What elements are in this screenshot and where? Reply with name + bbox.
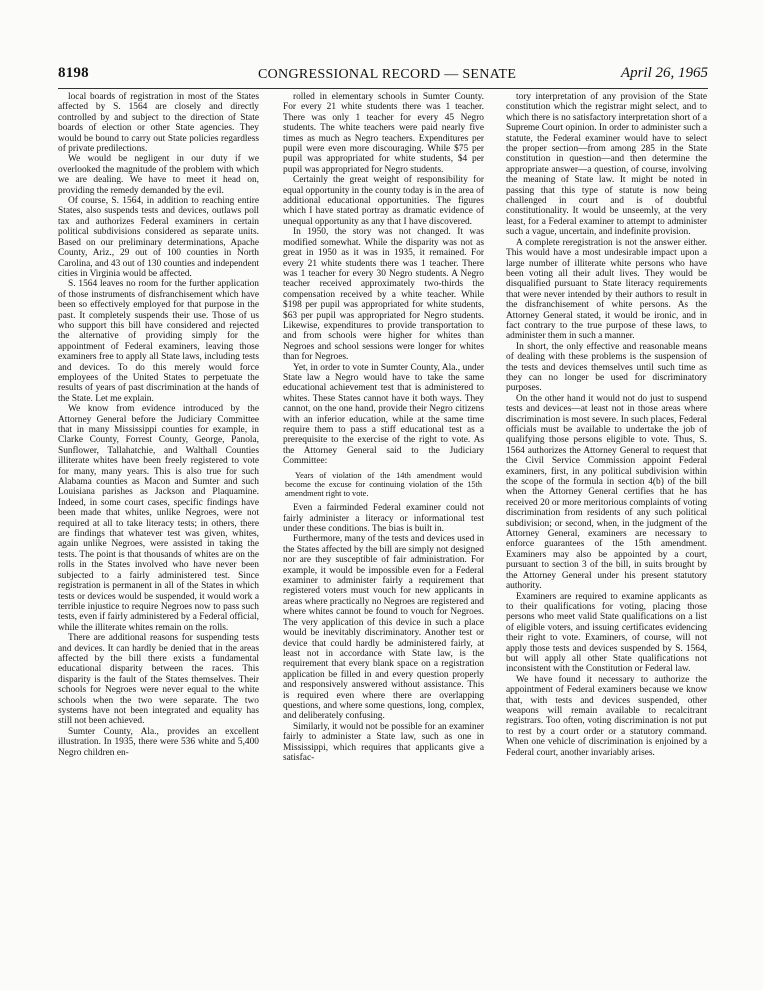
paragraph: A complete reregistration is not the answer either. This would have a most undesirable impact upon a large number of illiterate white persons who have been voting all their adult lives. They would be disqualified pursuant to State literacy requirements that were never intended by their authors to result in the disfranchisement of white persons. As the Attorney General stated, it would be ironic, and in fact contrary to the true purpose of these laws, to administer them in such a manner. <box>506 237 707 342</box>
text-column-3 <box>506 92 707 942</box>
text-column-1 <box>58 92 259 942</box>
paragraph: S. 1564 leaves no room for the further application of those instruments of disfranchisement which have been so effectively employed for that purpose in the past. It completely suspends their use. Those of us who support this bill have considered and rejected the alternative of providing simply for the appointment of Federal examiners, leaving those examiners free to apply all State laws, including tests and devices. To do this merely would force employees of the United States to perpetuate the results of years of past discrimination at the hands of the State. Let me explain. <box>58 279 259 404</box>
page-header <box>58 64 708 86</box>
paragraph: rolled in elementary schools in Sumter County. For every 21 white students there was 1 teacher. There was only 1 teacher for every 45 Negro students. The white teachers were paid nearly five times as much as Negro teachers. Expenditures per pupil were even more discouraging. While $75 per pupil was appropriated for white students, $4 per pupil was appropriated for Negro students. <box>283 92 484 175</box>
publication-title: CONGRESSIONAL RECORD — SENATE <box>258 67 517 82</box>
paragraph: We have found it necessary to authorize the appointment of Federal examiners because we know that, with tests and devices suspended, other weapons will remain available to recalcitrant registrars. Too often, voting discrimination is not put to rest by a court order or a statutory command. When one vehicle of discrimination is enjoined by a Federal court, another invariably arises. <box>506 674 707 758</box>
text-column-2 <box>283 92 484 942</box>
paragraph: In short, the only effective and reasonable means of dealing with these problems is the suspension of the tests and devices themselves until such time as they can no longer be used for discriminatory purposes. <box>506 341 707 394</box>
paragraph: Yet, in order to vote in Sumter County, Ala., under State law a Negro would have to take the same educational achievement test that is administered to whites. These States cannot have it both ways. They cannot, on the one hand, provide their Negro citizens with an inferior education, while at the same time require them to pass a stiff educational test as a prerequisite to the exercise of the right to vote. As the Attorney General said to the Judiciary Committee: <box>283 362 484 467</box>
publication-date: April 26, 1965 <box>620 65 708 81</box>
paragraph: Sumter County, Ala., provides an excellent illustration. In 1935, there were 536 white and 5,400 Negro children en- <box>58 726 259 758</box>
header-rule <box>58 88 708 89</box>
paragraph: Of course, S. 1564, in addition to reaching entire States, also suspends tests and devices, outlaws poll tax and authorizes Federal examiners in certain political subdivisions considered as separate units. Based on our preliminary determinations, Apache County, Ariz., 29 out of 100 counties in North Carolina, and 43 out of 130 counties and independent cities in Virginia would be affected. <box>58 196 259 279</box>
paragraph: Even a fairminded Federal examiner could not fairly administer a literacy or informational test under these conditions. The bias is built in. <box>283 503 484 535</box>
paragraph: Furthermore, many of the tests and devices used in the States affected by the bill are simply not designed nor are they susceptible of fair administration. For example, it would be impossible even for a Federal examiner to administer fairly a requirement that registered voters must vouch for new applicants in areas where practically no Negroes are registered and where whites cannot be found to vouch for Negroes. The very application of this device in such a place would be inevitably discriminatory. Another test or device that could hardly be administered fairly, at least not in accordance with State law, is the requirement that every blank space on a registration application be filled in and every question properly and responsively answered without assistance. This is required even where there are overlapping questions, and where some questions, long, complex, and deliberately confusing. <box>283 534 484 722</box>
paragraph: local boards of registration in most of the States affected by S. 1564 are closely and directly controlled by and subject to the direction of State boards of election or other State agencies. They would be bound to carry out State policies regardless of private predilections. <box>58 92 259 155</box>
paragraph: Similarly, it would not be possible for an examiner fairly to administer a State law, such as one in Mississippi, which requires that applicants give a satisfac- <box>283 721 484 763</box>
paragraph: In 1950, the story was not changed. It was modified somewhat. While the disparity was not as great in 1950 as it was in 1935, it remained. For every 21 white students there was 1 teacher. There was 1 teacher for every 30 Negro students. A Negro teacher received approximately two-thirds the compensation received by a white teacher. While $198 per pupil was appropriated for white students, $63 per pupil was appropriated for Negro students. Likewise, expenditures to provide transportation to and from schools were higher for whites than Negroes and school sessions were longer for whites than for Negroes. <box>283 227 484 363</box>
paragraph: On the other hand it would not do just to suspend tests and devices—at least not in those areas where discrimination is most severe. In such places, Federal officials must be available to undertake the job of qualifying those persons eligible to vote. Thus, S. 1564 authorizes the Attorney General to request that the Civil Service Commission appoint Federal examiners, first, in any political subdivision within the scope of the formula in section 4(b) of the bill when the Attorney General certifies that he has received 20 or more meritorious complaints of voting discrimination from residents of any such political subdivision; or second, when, in the judgment of the Attorney General, examiners are necessary to enforce guarantees of the 15th amendment. Examiners may also be appointed by a court, pursuant to section 3 of the bill, in suits brought by the Attorney General under his present statutory authority. <box>506 393 707 592</box>
paragraph: Examiners are required to examine applicants as to their qualifications for voting, placing those persons who meet valid State qualifications on a list of eligible voters, and issuing certificates evidencing their right to vote. Examiners, of course, will not apply those tests and devices suspended by S. 1564, but will apply all other State qualifications not inconsistent with the Constitution or Federal law. <box>506 591 707 675</box>
page-number: 8198 <box>58 65 89 81</box>
paragraph: tory interpretation of any provision of the State constitution which the registrar might select, and to which there is no satisfactory interpretation short of a Supreme Court opinion. In order to administer such a statute, the Federal examiner would have to select the proper section—from among 285 in the State constitution in question—and then determine the appropriate answer—a question, of course, involving the meaning of State law. It might be noted in passing that this type of statute is now being challenged in court and is of doubtful constitutionality. It would be unseemly, at the very least, for a Federal examiner to attempt to administer such a vague, uncertain, and indefinite provision. <box>506 92 707 238</box>
paragraph: We would be negligent in our duty if we overlooked the magnitude of the problem with which we are dealing. We have to meet it head on, providing the remedy demanded by the evil. <box>58 154 259 196</box>
block-quote: Years of violation of the 14th amendment would become the excuse for continuing violation of the 15th amendment right to vote. <box>285 470 482 499</box>
paragraph: Certainly the great weight of responsibility for equal opportunity in the county today is in the area of additional educational opportunities. The figures which I have stated portray as dramatic evidence of unequal opportunity as any that I have discovered. <box>283 175 484 227</box>
paragraph: We know from evidence introduced by the Attorney General before the Judiciary Committee that in many Mississippi counties for example, in Clarke County, Forrest County, George, Panola, Sunflower, Tallahatchie, and Walthall Counties illiterate whites have been freely registered to vote for many, many years. This is also true for such Alabama counties as Macon and Sumter and such Louisiana parishes as Jackson and Plaquamine. Indeed, in some court cases, specific findings have been made that whites, unlike Negroes, were not required at all to take literacy tests; in others, there are findings that whatever test was given, whites, again unlike Negroes, were assisted in taking the tests. The point is that thousands of whites are on the rolls in the States involved who have never been subjected to a fairly administered test. Since registration is permanent in all of the States in which tests or devices would be suspended, it would work a terrible injustice to require Negroes now to pass such tests, even if fairly administered by a Federal official, while the illiterate whites remain on the rolls. <box>58 404 259 633</box>
paragraph: There are additional reasons for suspending tests and devices. It can hardly be denied that in the areas affected by the bill there exists a fundamental educational disparity between the races. This disparity is the fault of the States themselves. Their schools for Negroes were never equal to the white schools when the two were separate. The two systems have not been integrated and equality has still not been achieved. <box>58 633 259 727</box>
